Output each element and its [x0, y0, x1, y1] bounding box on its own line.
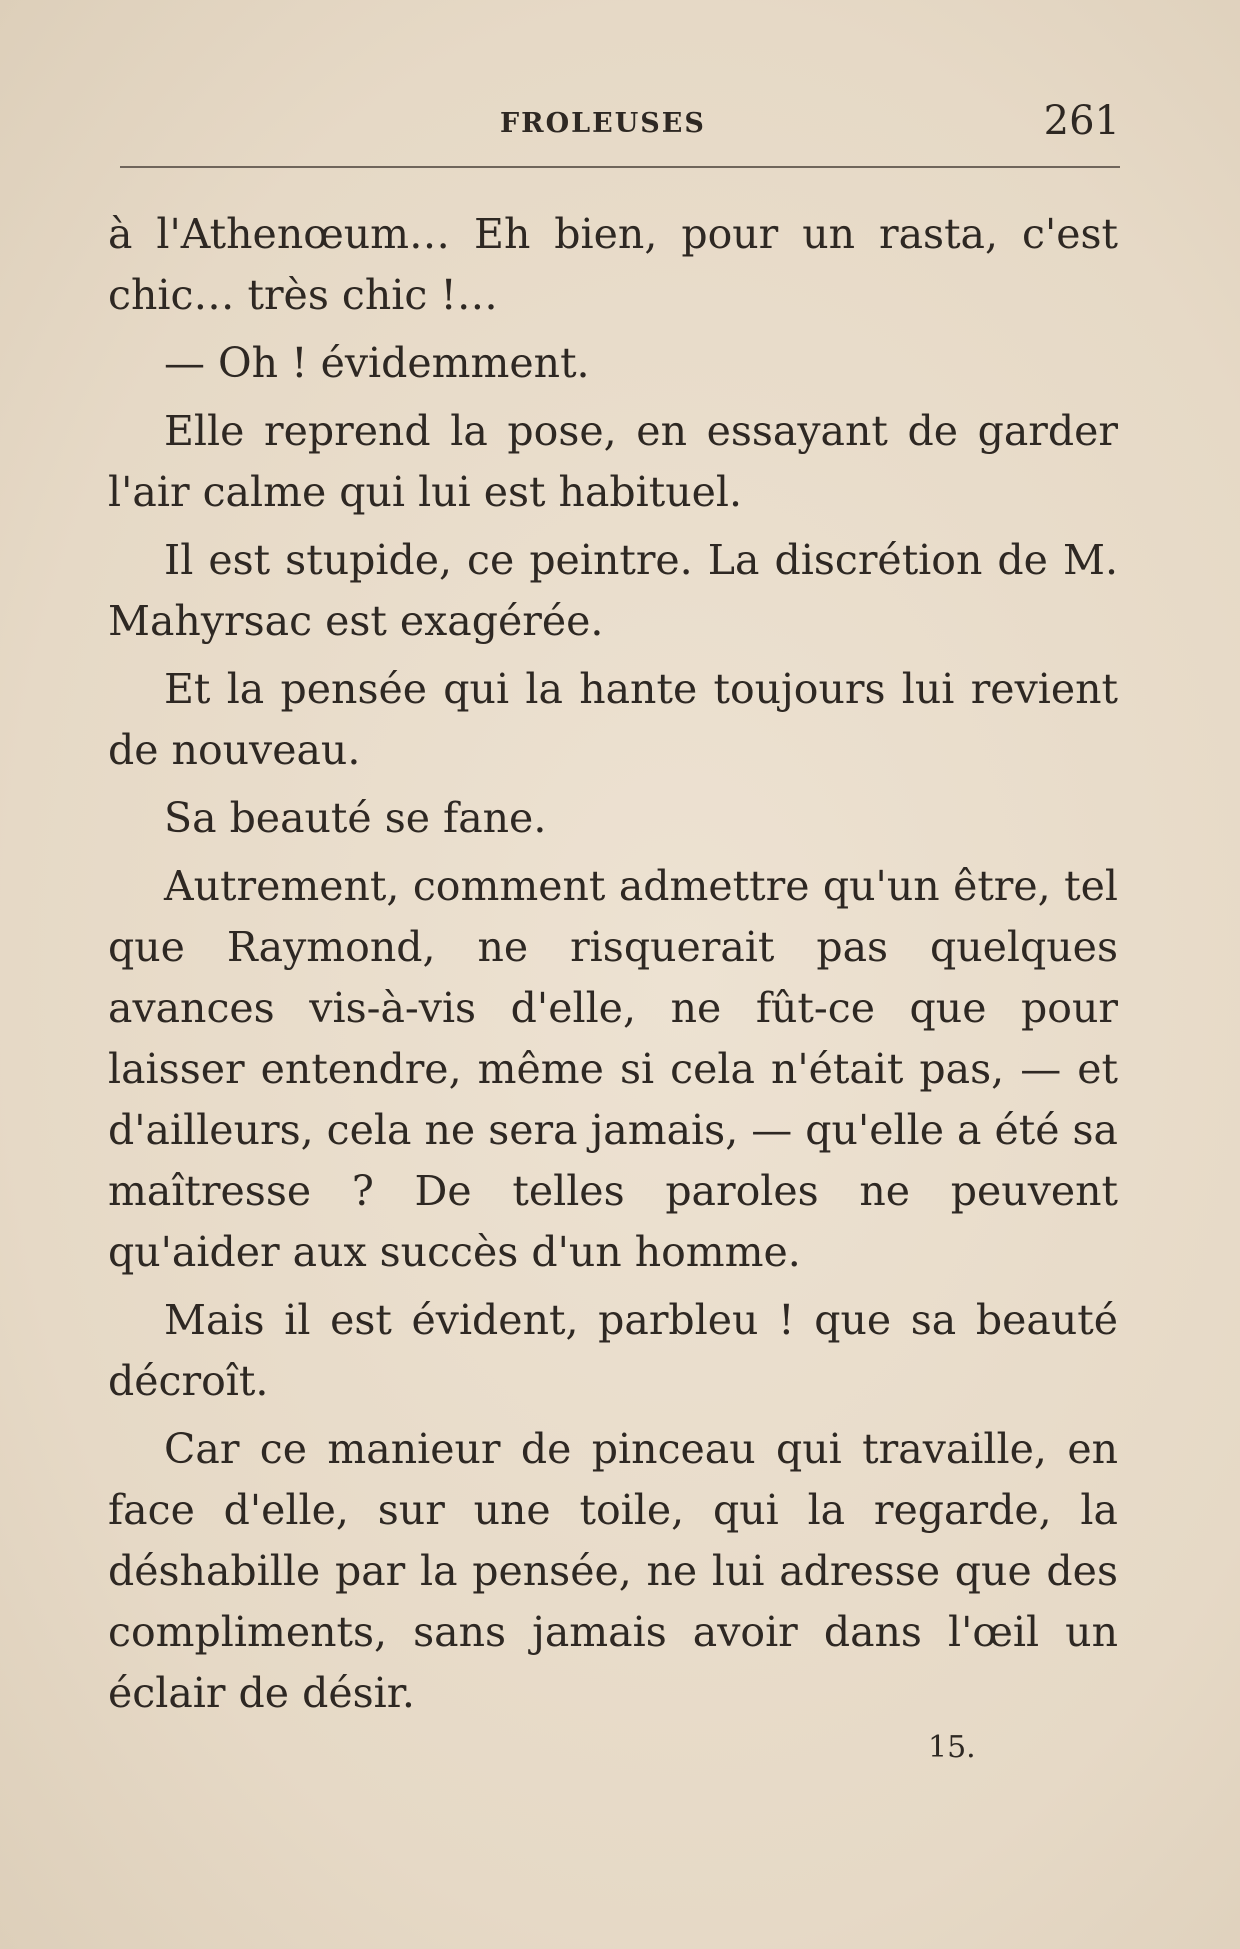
paragraph: Autrement, comment admettre qu'un être, tel que Raymond, ne risquerait pas quelques avances vis-à-vis d'elle, ne fût-ce que pour laisser entendre, même si cela n'était pas, — et d'ailleurs, cela ne sera jamais, — qu'elle a été sa maîtresse ? De telles paroles ne peuvent qu'aider aux succès d'un homme.: [108, 862, 1119, 1276]
paragraph: Sa beauté se fane.: [164, 794, 547, 842]
paragraph: Il est stupide, ce peintre. La discrétion de M. Mahyrsac est exagérée.: [108, 536, 1118, 645]
paragraph: Mais il est évident, parbleu ! que sa beauté décroît.: [108, 1296, 1118, 1405]
body-text: [108, 204, 1118, 1731]
paragraph: Elle reprend la pose, en essayant de garder l'air calme qui lui est habituel.: [108, 407, 1118, 516]
paragraph: Car ce manieur de pinceau qui travaille, en face d'elle, sur une toile, qui la regarde, la déshabille par la pensée, ne lui adresse que des compliments, sans jamais avoir dans l'œil un éclair de désir.: [108, 1425, 1118, 1717]
paragraph: à l'Athenœum… Eh bien, pour un rasta, c'est chic… très chic !…: [108, 210, 1118, 319]
running-title: FROLEUSES: [500, 108, 706, 139]
signature-mark: 15.: [928, 1730, 976, 1765]
page-number: 261: [1043, 98, 1120, 144]
header-rule: [120, 166, 1120, 168]
paragraph: Et la pensée qui la hante toujours lui revient de nouveau.: [108, 665, 1118, 774]
paragraph: — Oh ! évidemment.: [164, 339, 590, 387]
page-header: [120, 98, 1120, 148]
